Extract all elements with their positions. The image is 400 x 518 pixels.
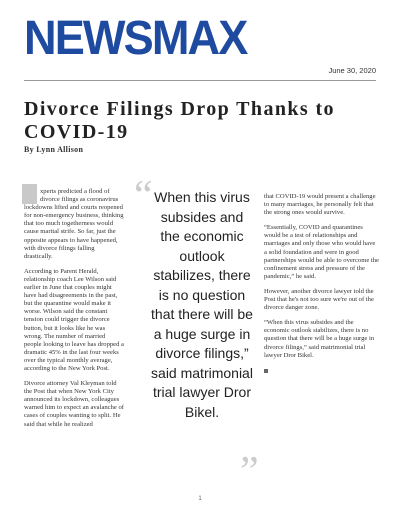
paragraph: xperts predicted a flood of divorce filings as coronavirus lockdowns lifted and courts reopened for non-emergency business, thinking that too much togetherness would cause marital strife. So far, just the opposite appears to have happened, with divorce filings falling drastically. [24, 188, 124, 261]
pull-quote: When this virus subsides and the economic outlook stabilizes, there is no question that there will be a huge surge in divorce filings,” said matrimonial trial lawyer Dror Bikel. [151, 189, 253, 420]
page-number: 1 [198, 496, 202, 502]
paragraph: According to Parent Herald, relationship coach Lee Wilson said earlier in June that couples might have had disagreements in the past, but the quarantine would make it worse. Wilson said the constant tension could trigger the divorce button, but it looks like he was wrong. The number of married people looking to leave has dropped a dramatic 45% in the last four weeks over the typical monthly average, according to the New York Post. [24, 267, 124, 372]
paragraph: However, another divorce lawyer told the Post that he's not too sure we're out of the divorce danger zone. [264, 287, 374, 312]
paragraph: Divorce attorney Val Kleyman told the Post that when New York City announced its lockdown, colleagues warned him to expect an avalanche of cases of couples wanting to split. He said that while he realized [24, 380, 124, 428]
drop-cap-e [22, 184, 37, 204]
article-byline: By Lynn Allison [24, 145, 84, 154]
publish-date: June 30, 2020 [328, 66, 376, 75]
open-quote-icon: “ [134, 173, 153, 219]
close-quote-icon: ” [240, 449, 259, 495]
paragraph: that COVID-19 would present a challenge to many marriages, he personally felt that the strong ones would survive. [264, 193, 376, 217]
article-column-left [24, 188, 124, 436]
article-title: Divorce Filings Drop Thanks to COVID-19 [24, 98, 335, 143]
end-of-article-icon [264, 369, 268, 373]
newsmax-logo: NEWSMAX [24, 12, 247, 65]
header-divider [24, 80, 376, 81]
paragraph: “When this virus subsides and the economic outlook stabilizes, there is no question that there will be a huge surge in divorce filings,” said matrimonial trial lawyer Dror Bikel. [264, 319, 375, 359]
paragraph: “Essentially, COVID and quarantines would be a test of relationships and marriages and only those who would have a solid foundation and were in good partnerships would be able to overcome the confinement stress and pressure of the pandemic,” he said. [264, 224, 379, 280]
article-column-right [264, 193, 379, 376]
